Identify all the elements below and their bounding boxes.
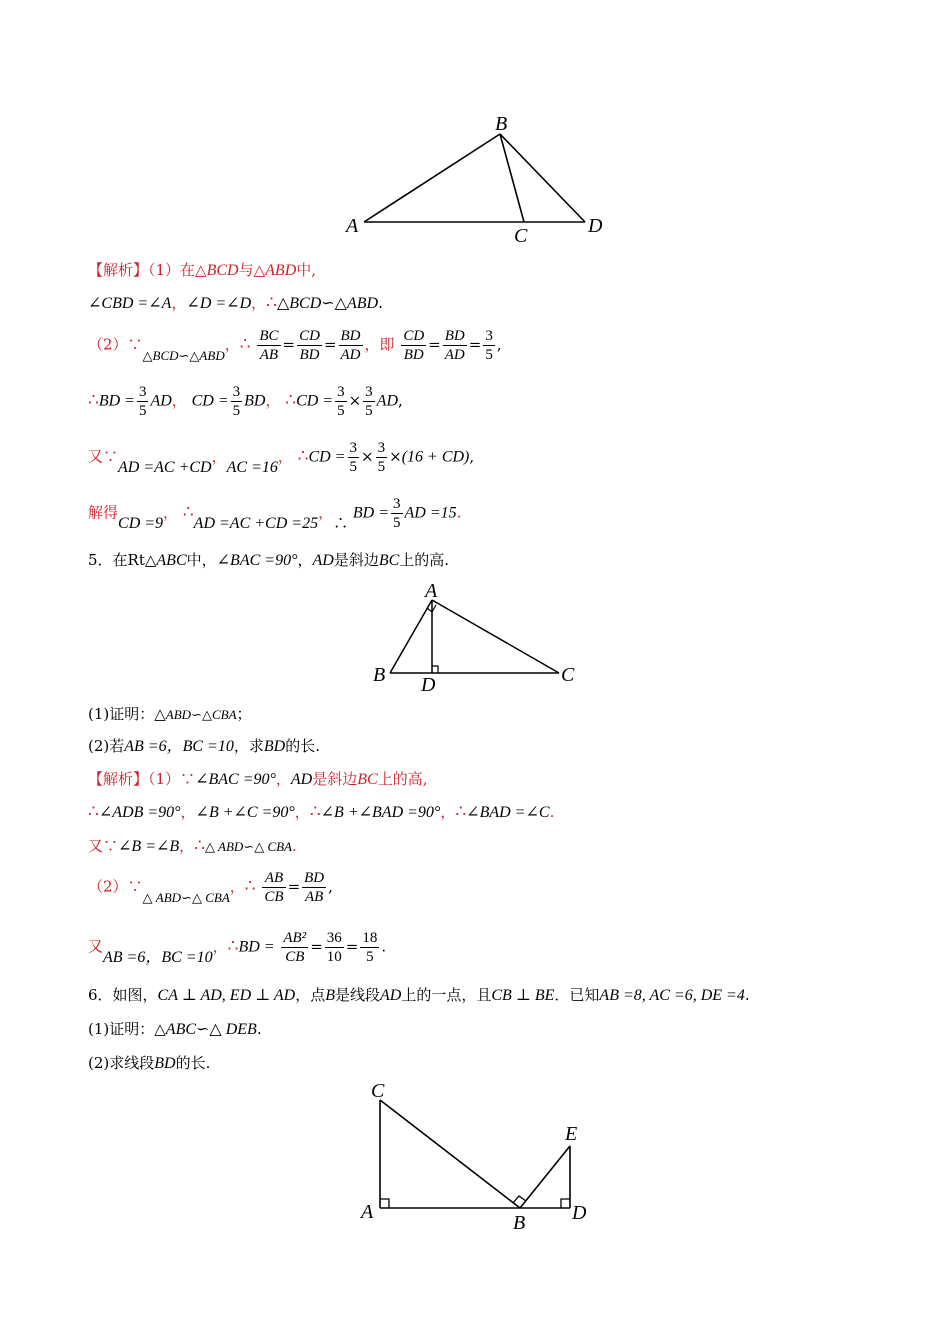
sol5-line1: 【解析】（1）∵∠BAC =90°，AD是斜边BC上的高,	[88, 770, 428, 788]
fraction: $\frac{BD}{AD}$	[444, 328, 465, 363]
figure-right-triangle-abc	[365, 580, 585, 695]
analysis-tag: 【解析】	[88, 261, 149, 279]
sol4-line1: 【解析】（1）在△BCD与△ABD中,	[88, 261, 317, 279]
therefore-icon: ∴	[309, 802, 321, 822]
label-b: B	[513, 1212, 526, 1234]
fraction: $\frac{3}{5}$	[485, 328, 493, 363]
label-a: A	[425, 580, 438, 602]
fraction: $\frac{AB}{CB}$	[264, 870, 284, 905]
figure-two-right-triangles	[355, 1078, 595, 1238]
fraction: $\frac{BD}{AB}$	[304, 870, 325, 905]
therefore-icon: ∴	[227, 936, 239, 957]
analysis-tag: 【解析】	[88, 770, 149, 788]
fraction: $\frac{3}{5}$	[337, 384, 345, 419]
segment-cb	[380, 1100, 520, 1208]
sol5-line3: 又∵∠B =∠B，∴△ ABD∽△ CBA.	[88, 836, 297, 856]
fraction: $\frac{3}{5}$	[349, 440, 358, 475]
right-angle-mark-d	[561, 1199, 570, 1208]
figure-triangle-abd	[340, 108, 620, 248]
fraction: $\frac{\text{AB²}}{CB}$	[283, 930, 307, 965]
fraction: $\frac{36}{10}$	[326, 930, 342, 965]
sol4-line4: ∴BD = $\frac{3}{5}$ AD， CD = $\frac{3}{5}$ BD， ∴CD = $\frac{3}{5}$ × $\frac{3}{5}$ AD,	[88, 384, 403, 419]
q5-stem: 5．在Rt△ABC中，∠BAC =90°，AD是斜边BC上的高.	[88, 551, 450, 569]
label-d: D	[572, 1202, 587, 1224]
therefore-icon: ∴	[244, 876, 256, 897]
label-e: E	[565, 1123, 578, 1145]
label-a: A	[361, 1201, 374, 1223]
sol5-line5: 又AB =6，BC =10，∴BD = $\frac{\text{AB²}}{CB}$ = $\frac{36}{10}$ = $\frac{18}{5}$ .	[88, 930, 387, 966]
label-a: A	[346, 215, 359, 237]
therefore-icon: ∴	[266, 293, 277, 313]
right-angle-mark-d	[432, 666, 438, 673]
therefore-icon: ∴	[297, 446, 309, 467]
label-c: C	[514, 225, 528, 247]
segment-ab	[390, 600, 432, 673]
label-b: B	[373, 664, 386, 686]
fraction: $\frac{3}{5}$	[365, 384, 373, 419]
fraction: $\frac{3}{5}$	[377, 440, 386, 475]
q5-part1: (1)证明：△ABD∽△CBA；	[88, 705, 252, 723]
sol5-line4: （2）∵△ ABD∽△ CBA，∴ $\frac{AB}{CB}$ = $\frac{BD}{AB}$ ,	[88, 870, 333, 905]
sol4-line3: （2）∵△BCD∽△ABD，∴ $\frac{BC}{AB}$ = $\frac{CD}{BD}$ = $\frac{BD}{AD}$ ，即 $\frac{CD}{BD}$ = $\frac{BD}{AD}$ = $\frac{3}{5}$ ,	[88, 328, 502, 363]
therefore-icon: ∴	[455, 802, 467, 822]
q6-part2: (2)求线段BD的长.	[88, 1054, 211, 1072]
sol5-line2: ∴∠ADB =90°，∠B +∠C =90°，∴∠B +∠BAD =90°，∴∠BAD =∠C.	[88, 802, 555, 822]
q6-stem: 6．如图，CA ⊥ AD, ED ⊥ AD，点B是线段AD上的一点，且CB ⊥ BE．已知AB =8, AC =6, DE =4.	[88, 986, 750, 1004]
therefore-icon: ∴	[182, 502, 194, 523]
sol4-line5: 又∵AD =AC +CD，AC =16， ∴CD = $\frac{3}{5}$ × $\frac{3}{5}$ ×(16 + CD),	[88, 440, 475, 476]
therefore-icon: ∴	[194, 836, 206, 856]
label-c: C	[371, 1080, 385, 1102]
segment-ac	[432, 600, 559, 673]
therefore-icon: ∴	[239, 334, 251, 355]
sol4-line6: 解得CD =9， ∴AD =AC +CD =25，∴ BD = $\frac{3}{5}$ AD =15.	[88, 496, 462, 532]
right-angle-mark-a	[380, 1199, 389, 1208]
therefore-icon: ∴	[88, 390, 99, 411]
fraction: $\frac{CD}{BD}$	[299, 328, 320, 363]
fraction: $\frac{BC}{AB}$	[259, 328, 279, 363]
label-d: D	[421, 674, 436, 695]
label-d: D	[588, 215, 603, 237]
label-c: C	[561, 664, 575, 686]
q5-part2: (2)若AB =6，BC =10，求BD的长.	[88, 737, 320, 755]
fraction: $\frac{BD}{AD}$	[340, 328, 361, 363]
therefore-icon: ∴	[285, 390, 297, 411]
fraction: $\frac{3}{5}$	[138, 384, 147, 419]
fraction: $\frac{CD}{BD}$	[403, 328, 425, 363]
fraction: $\frac{3}{5}$	[393, 496, 401, 531]
therefore-icon: ∴	[88, 802, 99, 822]
sol4-line2: ∠CBD =∠A，∠D =∠D，∴△BCD∽△ABD.	[88, 293, 383, 313]
fraction: $\frac{3}{5}$	[232, 384, 241, 419]
q6-part1: (1)证明：△ABC∽△ DEB.	[88, 1020, 262, 1038]
label-b: B	[495, 113, 508, 135]
fraction: $\frac{18}{5}$	[362, 930, 378, 965]
segment-ab	[364, 134, 500, 222]
